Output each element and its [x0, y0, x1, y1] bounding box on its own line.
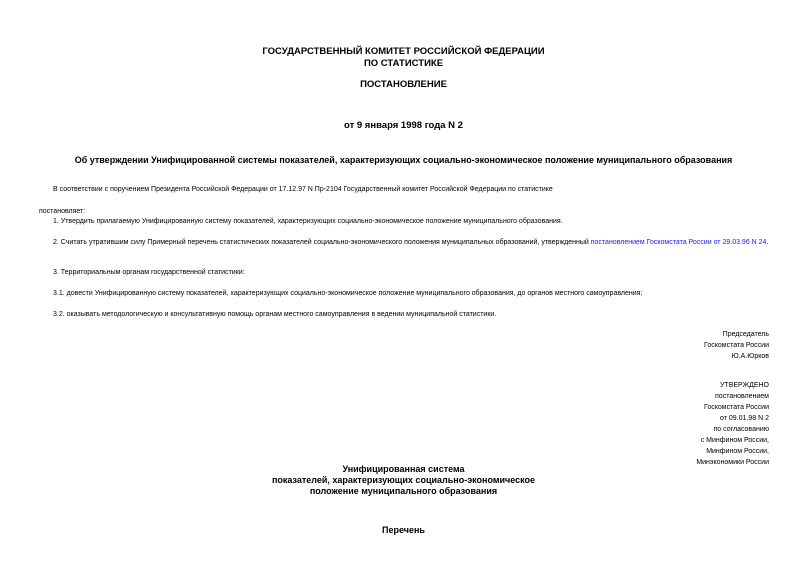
approval-line: постановлением — [715, 393, 769, 400]
appendix-subtitle: Перечень — [382, 525, 425, 535]
approval-block — [696, 380, 769, 468]
approval-line: по согласованию — [713, 426, 769, 433]
signature-name: Ю.А.Юрков — [731, 353, 769, 360]
approval-line: от 09.01.98 N 2 — [720, 415, 769, 422]
approval-line: Госкомстата России — [704, 404, 769, 411]
intro-paragraph: В соответствии с поручением Президента Российской Федерации от 17.12.97 N Пр-2104 Государственный комитет Российской Федерации по статистике — [53, 186, 553, 193]
appendix-title-1: Унифицированная система — [342, 464, 465, 474]
decrees-label: постановляет: — [39, 208, 86, 215]
document-title: Об утверждении Унифицированной системы показателей, характеризующих социально-экономическое положение муниципального образования — [74, 155, 733, 165]
signature-block — [704, 329, 769, 362]
approval-line: УТВЕРЖДЕНО — [719, 382, 769, 389]
appendix-title-3: положение муниципального образования — [309, 486, 498, 496]
signature-title: Председатель — [722, 331, 769, 338]
item-2 — [39, 238, 769, 247]
date-line: от 9 января 1998 года N 2 — [344, 120, 463, 131]
item-3-1: 3.1. довести Унифицированную систему показателей, характеризующих социально-экономическое положение муниципального образования, до органов местного самоуправления; — [53, 290, 643, 297]
item-2-end: . — [766, 239, 769, 246]
item-3: 3. Территориальным органам государственной статистики: — [53, 269, 245, 276]
doc-type: ПОСТАНОВЛЕНИЕ — [360, 79, 447, 90]
approval-line: Минфином России, — [706, 448, 769, 455]
approval-line: с Минфином России, — [700, 437, 769, 444]
appendix-title-2: показателей, характеризующих социально-экономическое — [271, 475, 536, 485]
decree-link[interactable]: постановлением Госкомстата России от 29.03.96 N 24 — [590, 239, 767, 246]
item-2-text: 2. Считать утратившим силу Примерный перечень статистических показателей социально-экономического положения муниципальных образований, утвержденный — [53, 239, 591, 246]
signature-org: Госкомстата России — [704, 342, 769, 349]
item-3-2: 3.2. оказывать методологическую и консультативную помощь органам местного самоуправления в ведении муниципальной статистики. — [53, 311, 497, 318]
org-line-2: ПО СТАТИСТИКЕ — [363, 58, 444, 69]
approval-line: Минэкономики России — [696, 459, 769, 466]
item-1: 1. Утвердить прилагаемую Унифицированную систему показателей, характеризующих социально-экономическое положение муниципального образования. — [53, 218, 563, 225]
org-line-1: ГОСУДАРСТВЕННЫЙ КОМИТЕТ РОССИЙСКОЙ ФЕДЕРАЦИИ — [262, 46, 545, 57]
